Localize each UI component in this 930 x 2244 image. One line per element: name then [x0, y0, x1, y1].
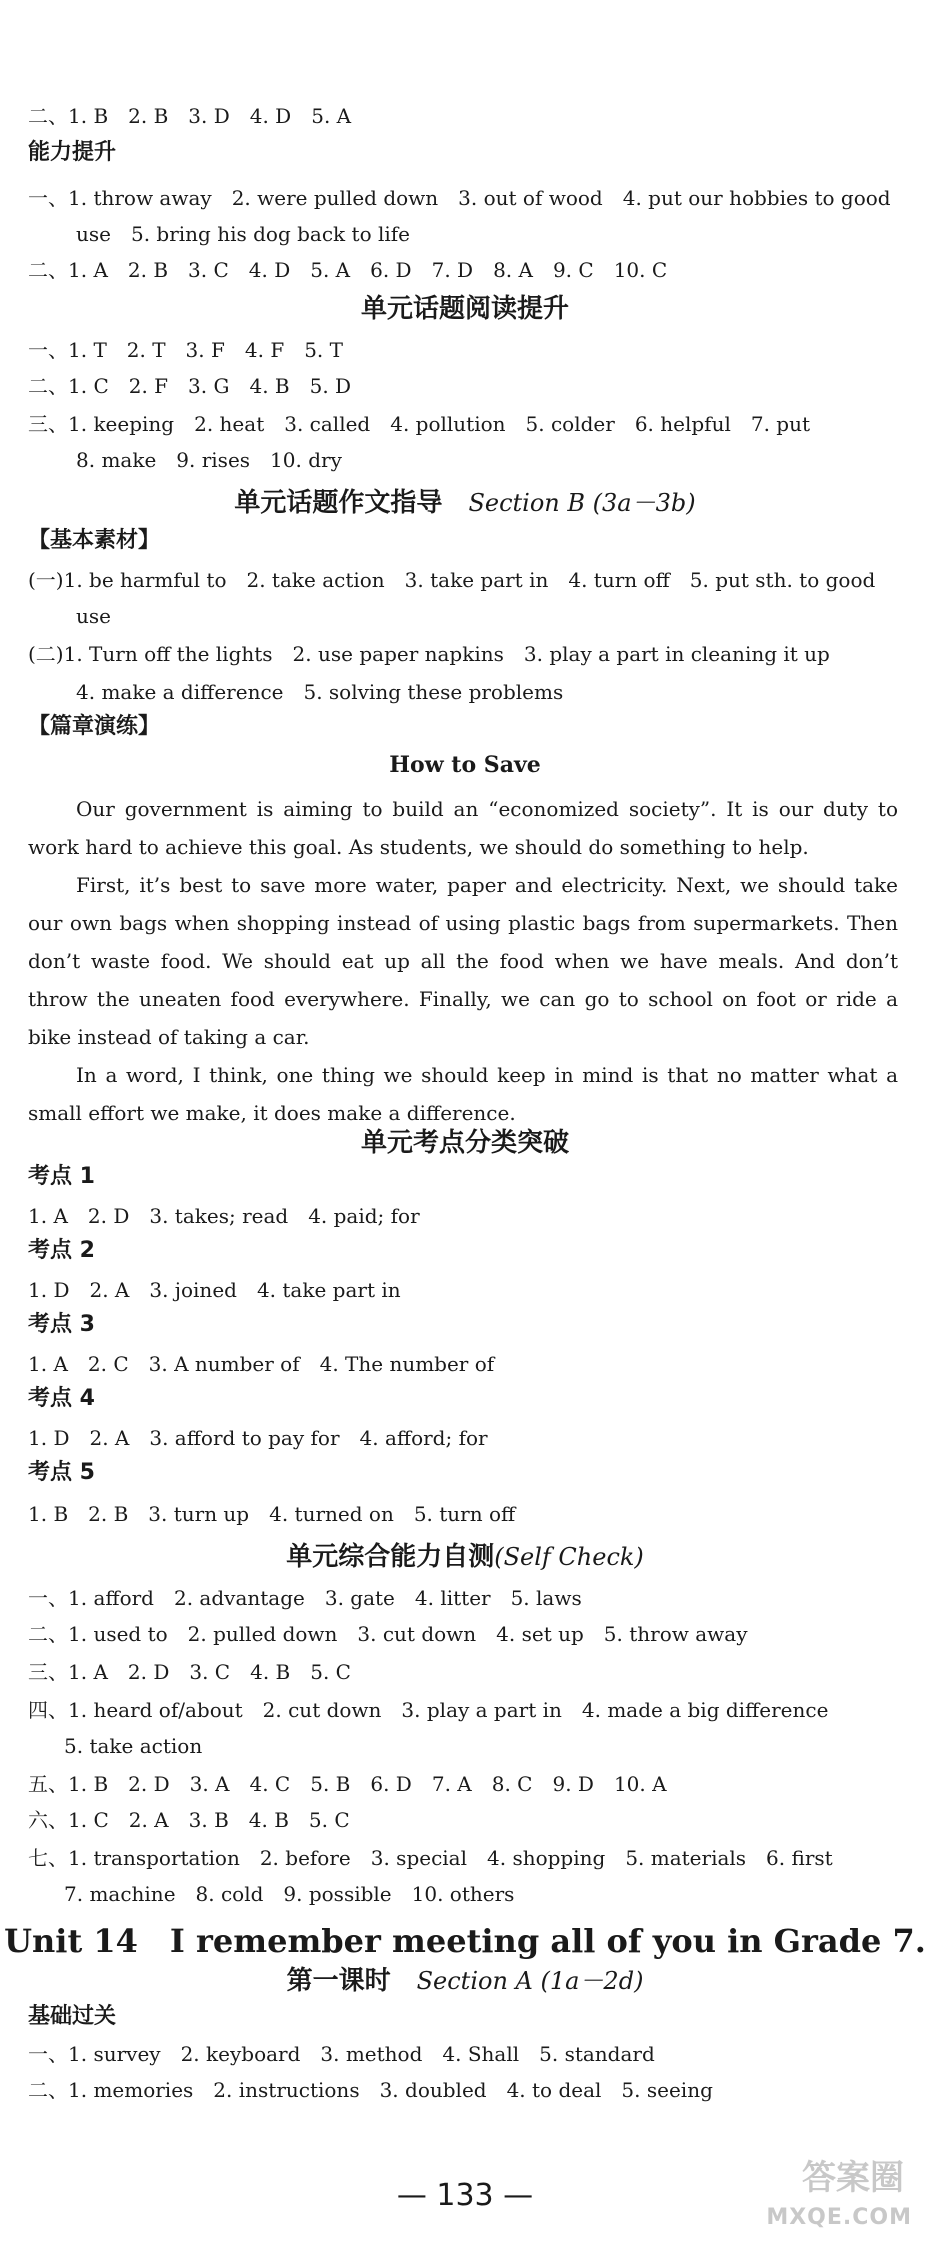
- answer-line: use 5. bring his dog back to life: [76, 222, 410, 246]
- heading-section: Section B (3a－3b): [468, 489, 696, 517]
- section-heading-zuowen: [0, 488, 930, 518]
- answer-line: 4. make a difference 5. solving these problems: [76, 680, 564, 704]
- kaodian-label: 考点 4: [28, 1386, 95, 1411]
- answer-line: 三、1. keeping 2. heat 3. called 4. pollution 5. colder 6. helpful 7. put: [28, 412, 811, 436]
- essay-paragraph: In a word, I think, one thing we should keep in mind is that no matter what a small effort we make, it does make a difference.: [28, 1063, 898, 1125]
- answer-line: (一)1. be harmful to 2. take action 3. take part in 4. turn off 5. put sth. to good: [28, 568, 876, 592]
- answer-line: 1. A 2. D 3. takes; read 4. paid; for: [28, 1204, 420, 1228]
- kaodian-label: 考点 3: [28, 1312, 95, 1337]
- answer-line: 二、1. used to 2. pulled down 3. cut down 4. set up 5. throw away: [28, 1622, 748, 1646]
- kaodian-label: 考点 1: [28, 1164, 95, 1189]
- answer-line: 二、1. memories 2. instructions 3. doubled 4. to deal 5. seeing: [28, 2078, 713, 2102]
- answer-line: 四、1. heard of/about 2. cut down 3. play a part in 4. made a big difference: [28, 1698, 829, 1722]
- answer-line: use: [76, 604, 111, 628]
- answer-line: 五、1. B 2. D 3. A 4. C 5. B 6. D 7. A 8. C 9. D 10. A: [28, 1772, 667, 1796]
- answer-line: 一、1. throw away 2. were pulled down 3. out of wood 4. put our hobbies to good: [28, 186, 891, 210]
- section-heading-zice: [0, 1542, 930, 1572]
- answer-line: 一、1. T 2. T 3. F 4. F 5. T: [28, 338, 343, 362]
- essay-paragraph: Our government is aiming to build an “economized society”. It is our duty to work hard to achieve this goal. As students, we should do something to help.: [28, 797, 898, 859]
- answer-line: 七、1. transportation 2. before 3. special 4. shopping 5. materials 6. first: [28, 1846, 833, 1870]
- lesson-heading: [0, 1966, 930, 1996]
- section-label-jichu: 基础过关: [28, 2004, 117, 2029]
- answer-line: 一、1. survey 2. keyboard 3. method 4. Shall 5. standard: [28, 2042, 655, 2066]
- answer-line: 二、1. A 2. B 3. C 4. D 5. A 6. D 7. D 8. A 9. C 10. C: [28, 258, 668, 282]
- answer-line: 二、1. C 2. F 3. G 4. B 5. D: [28, 374, 352, 398]
- section-heading-yuedu: 单元话题阅读提升: [360, 294, 569, 324]
- answer-line: 1. B 2. B 3. turn up 4. turned on 5. turn off: [28, 1502, 516, 1526]
- heading-subtitle: (Self Check): [494, 1543, 644, 1571]
- answer-line: (二)1. Turn off the lights 2. use paper napkins 3. play a part in cleaning it up: [28, 642, 830, 666]
- watermark-logo: [722, 2150, 912, 2230]
- page-number: — 133 —: [396, 2178, 534, 2213]
- watermark-logo-text: 答案圈: [802, 2158, 904, 2198]
- answer-line: 1. D 2. A 3. joined 4. take part in: [28, 1278, 401, 1302]
- unit-title: Unit 14 I remember meeting all of you in Grade 7.: [4, 1922, 926, 1960]
- kaodian-label: 考点 5: [28, 1460, 95, 1485]
- answer-line: 二、1. B 2. B 3. D 4. D 5. A: [28, 104, 352, 128]
- answer-line: 一、1. afford 2. advantage 3. gate 4. litter 5. laws: [28, 1586, 582, 1610]
- answer-line: 8. make 9. rises 10. dry: [76, 448, 342, 472]
- essay-title: How to Save: [389, 752, 541, 778]
- answer-line: 1. A 2. C 3. A number of 4. The number of: [28, 1352, 495, 1376]
- section-label-yanlian: 【篇章演练】: [28, 714, 161, 739]
- heading-text: 第一课时: [286, 1966, 391, 1996]
- watermark-url: MXQE.COM: [766, 2205, 912, 2230]
- section-label-sucai: 【基本素材】: [28, 528, 161, 553]
- kaodian-label: 考点 2: [28, 1238, 95, 1263]
- answer-line: 5. take action: [64, 1734, 203, 1758]
- answer-line: 六、1. C 2. A 3. B 4. B 5. C: [28, 1808, 350, 1832]
- answer-line: 1. D 2. A 3. afford to pay for 4. afford; for: [28, 1426, 488, 1450]
- answer-line: 7. machine 8. cold 9. possible 10. others: [64, 1882, 515, 1906]
- heading-text: 单元综合能力自测: [286, 1542, 495, 1572]
- essay-body: [28, 790, 898, 1132]
- heading-section: Section A (1a－2d): [416, 1967, 644, 1995]
- section-heading-kaodian: 单元考点分类突破: [360, 1128, 569, 1158]
- essay-paragraph: First, it’s best to save more water, paper and electricity. Next, we should take our own bags when shopping instead of using plastic bags from supermarkets. Then don’t waste food. We should eat up all the food when we have meals. And don’t throw the uneaten food everywhere. Finally, we can go to school on foot or ride a bike instead of taking a car.: [28, 873, 898, 1049]
- section-label-nengli: 能力提升: [28, 140, 117, 165]
- answer-line: 三、1. A 2. D 3. C 4. B 5. C: [28, 1660, 351, 1684]
- heading-text: 单元话题作文指导: [234, 488, 443, 518]
